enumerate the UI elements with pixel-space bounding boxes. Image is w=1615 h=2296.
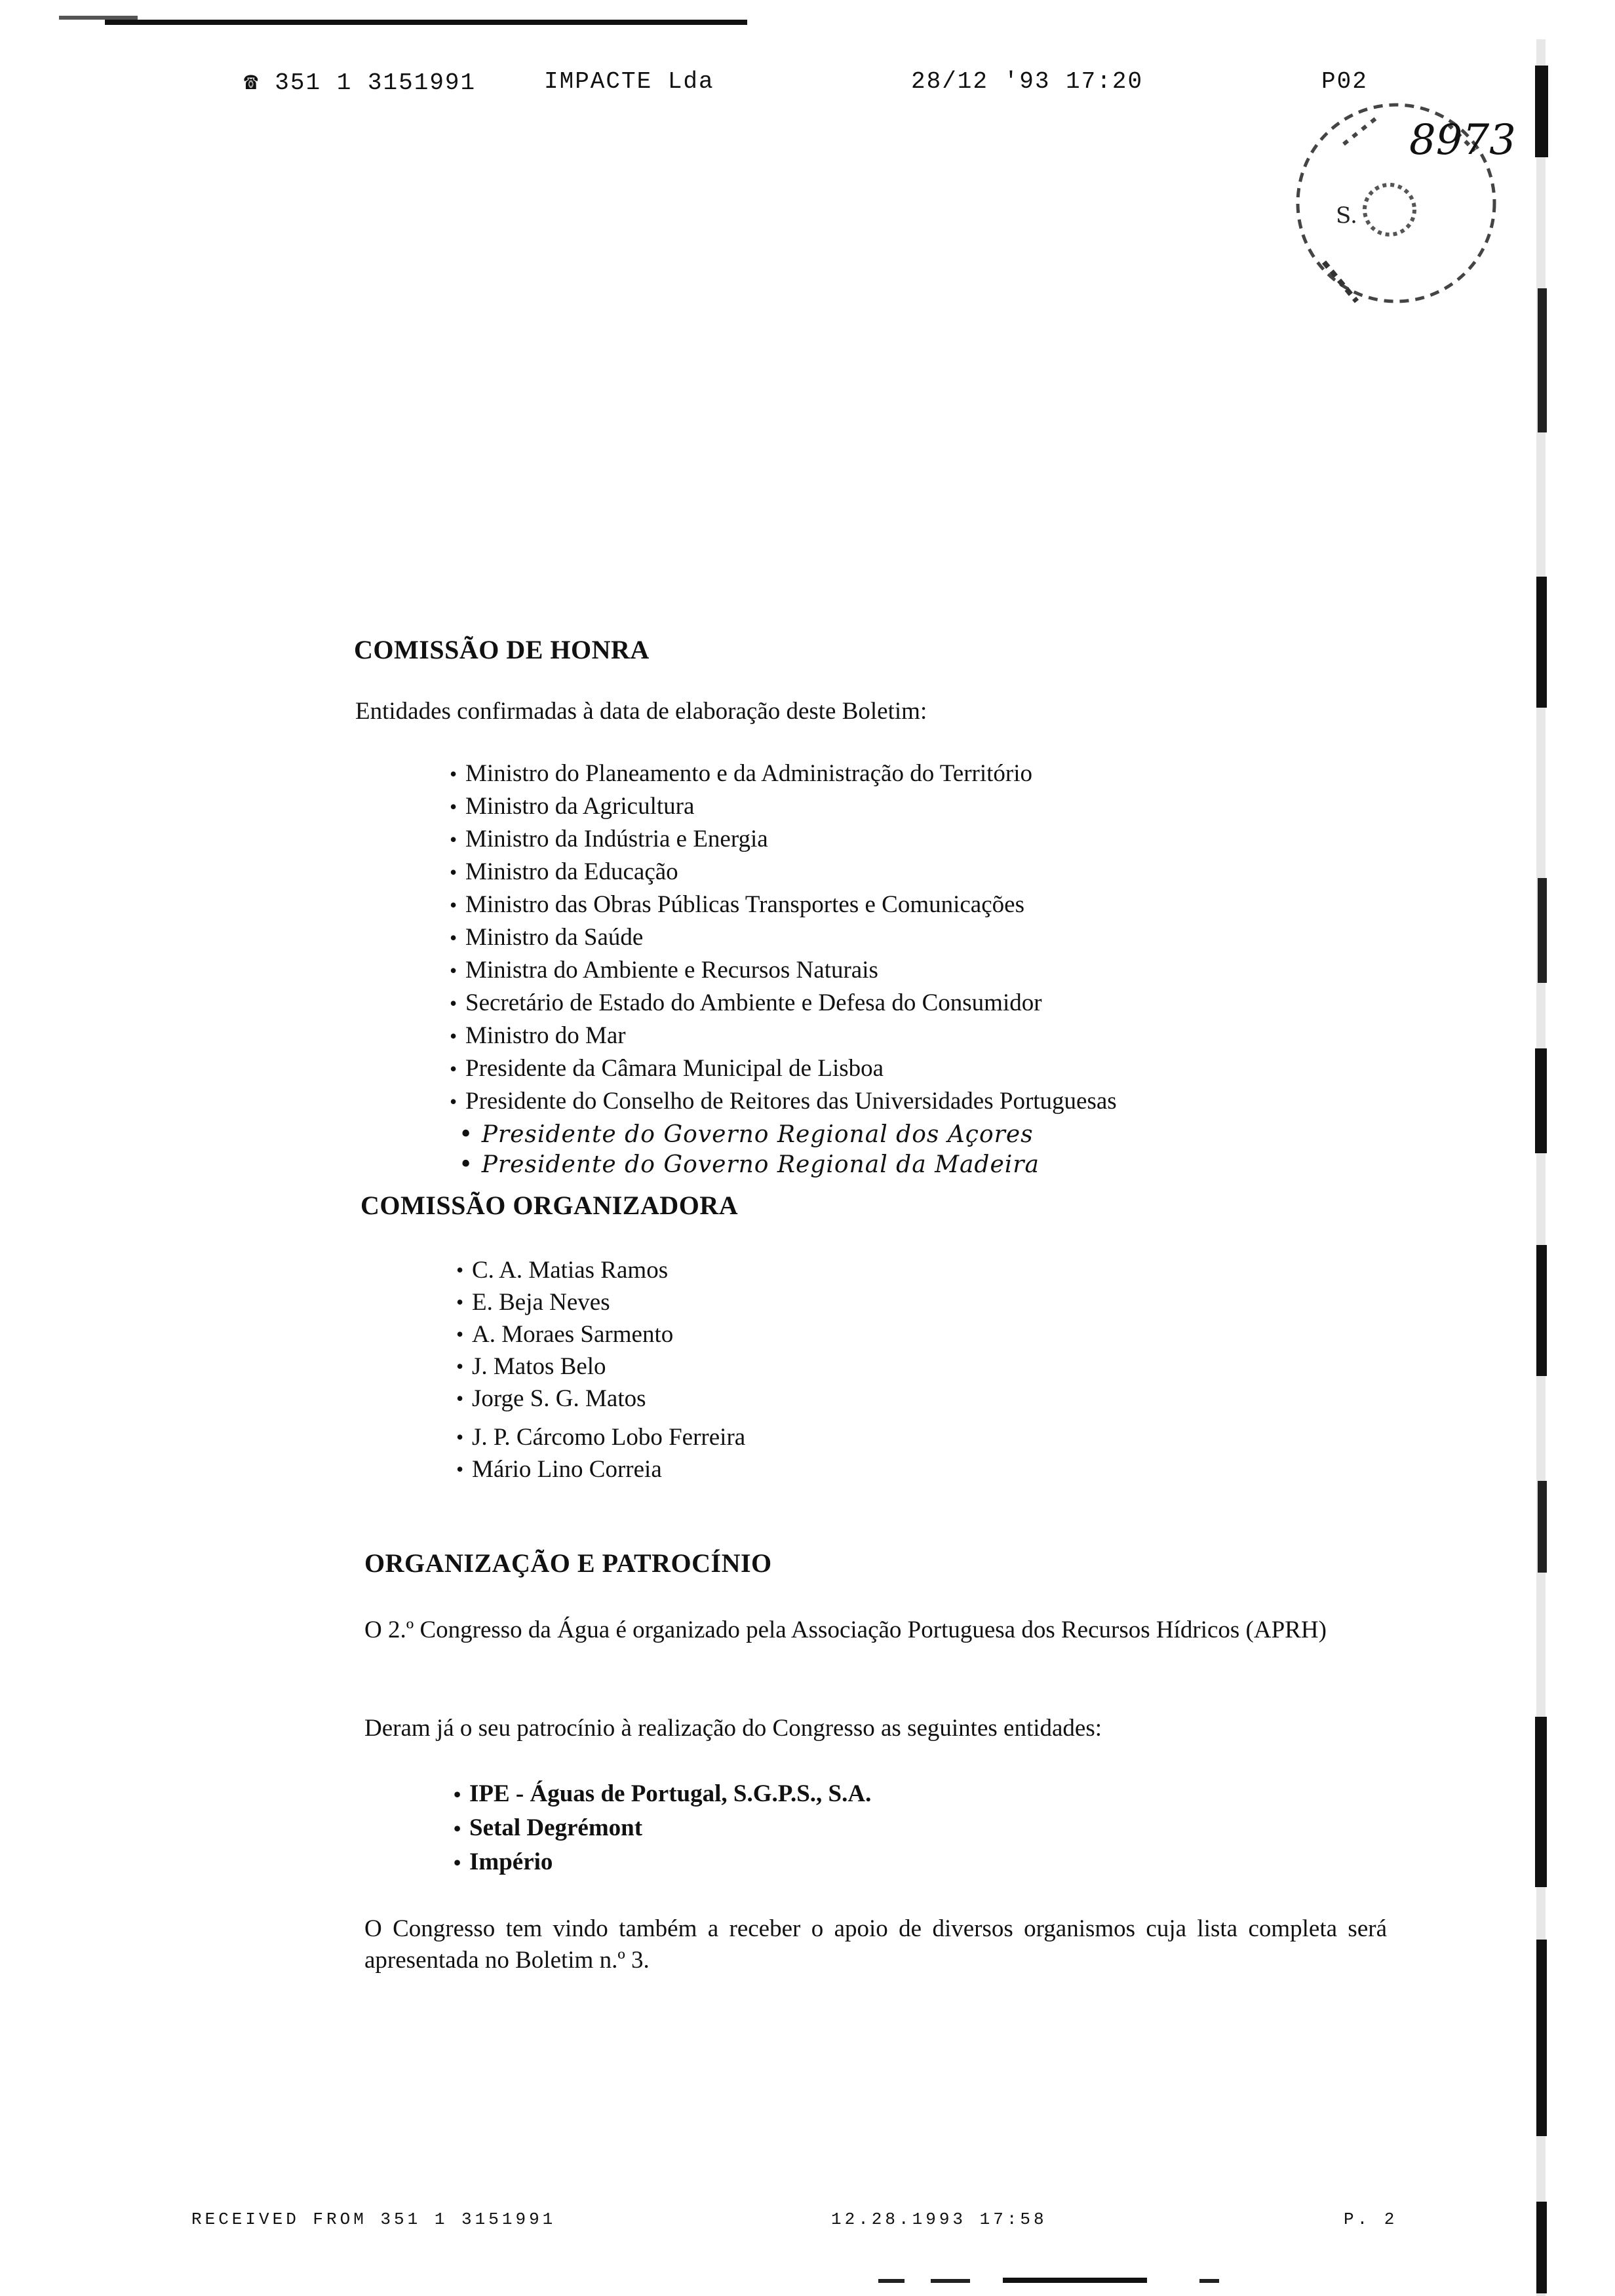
list-item: • J. Matos Belo <box>459 1350 1049 1383</box>
list-item: • Império <box>456 1845 1243 1879</box>
list-item: • Ministra do Ambiente e Recursos Naturais <box>452 954 1304 987</box>
fax-header-datetime: 28/12 '93 17:20 <box>911 68 1144 95</box>
stamp-center-letter: S. <box>1336 202 1357 229</box>
handwritten-addition-azores: • Presidente do Governo Regional dos Açores <box>459 1120 1034 1149</box>
list-item: • J. P. Cárcomo Lobo Ferreira <box>459 1421 1049 1453</box>
scan-artifact-dash <box>878 2279 905 2283</box>
list-item: • Ministro do Mar <box>452 1020 1304 1052</box>
honor-committee-intro: Entidades confirmadas à data de elaboração deste Boletim: <box>355 698 927 725</box>
organizing-committee-list <box>459 1254 1049 1485</box>
stamp-handwritten-number: 8973 <box>1409 116 1516 164</box>
scan-artifact-dash <box>931 2279 970 2283</box>
fax-header-page: P02 <box>1321 68 1368 95</box>
list-item: • Ministro da Educação <box>452 856 1304 889</box>
list-item: • C. A. Matias Ramos <box>459 1254 1049 1286</box>
list-item: • Ministro da Agricultura <box>452 790 1304 823</box>
list-item: • Mário Lino Correia <box>459 1453 1049 1485</box>
fax-header-sender: IMPACTE Lda <box>544 68 714 95</box>
telephone-icon: ☎ <box>244 69 260 96</box>
list-item: • Ministro da Indústria e Energia <box>452 823 1304 856</box>
organization-paragraph-2: Deram já o seu patrocínio à realização do Congresso as seguintes entidades: <box>364 1715 1102 1742</box>
list-item: • Jorge S. G. Matos <box>459 1383 1049 1415</box>
list-item: • Secretário de Estado do Ambiente e Defesa do Consumidor <box>452 987 1304 1020</box>
honor-committee-list <box>452 757 1304 1118</box>
list-item: • E. Beja Neves <box>459 1286 1049 1318</box>
fax-header-phone: ☎ 351 1 3151991 <box>244 69 477 96</box>
organization-paragraph-3: O Congresso tem vindo também a receber o apoio de diversos organismos cuja lista completa será apresentada no Boletim n.º 3. <box>364 1915 1387 1974</box>
list-item: • A. Moraes Sarmento <box>459 1318 1049 1350</box>
honor-committee-title: COMISSÃO DE HONRA <box>354 635 650 664</box>
scan-artifact-dash <box>1199 2279 1219 2283</box>
handwritten-addition-madeira: • Presidente do Governo Regional da Madeira <box>459 1151 1040 1179</box>
list-item: • Ministro das Obras Públicas Transportes e Comunicações <box>452 889 1304 921</box>
fax-footer-received: RECEIVED FROM 351 1 3151991 <box>191 2210 556 2229</box>
list-item: • Presidente da Câmara Municipal de Lisboa <box>452 1052 1304 1085</box>
organization-paragraph-1: O 2.º Congresso da Água é organizado pela Associação Portuguesa dos Recursos Hídricos (APRH) <box>364 1617 1327 1643</box>
organizing-committee-title: COMISSÃO ORGANIZADORA <box>360 1191 739 1220</box>
scan-artifact-dash <box>1003 2278 1147 2283</box>
list-item: • Ministro do Planeamento e da Administração do Território <box>452 757 1304 790</box>
receipt-stamp <box>1265 66 1540 341</box>
fax-footer-page: P. 2 <box>1344 2210 1398 2229</box>
fax-top-rule <box>105 20 747 25</box>
list-item: • Ministro da Saúde <box>452 921 1304 954</box>
scan-edge-artifact <box>1527 39 1549 2296</box>
sponsor-list <box>456 1777 1243 1879</box>
fax-footer-datetime: 12.28.1993 17:58 <box>831 2210 1047 2229</box>
list-item: • Setal Degrémont <box>456 1811 1243 1845</box>
list-item: • Presidente do Conselho de Reitores das Universidades Portuguesas <box>452 1085 1304 1118</box>
organization-title: ORGANIZAÇÃO E PATROCÍNIO <box>364 1548 772 1578</box>
list-item: • IPE - Águas de Portugal, S.G.P.S., S.A. <box>456 1777 1243 1811</box>
